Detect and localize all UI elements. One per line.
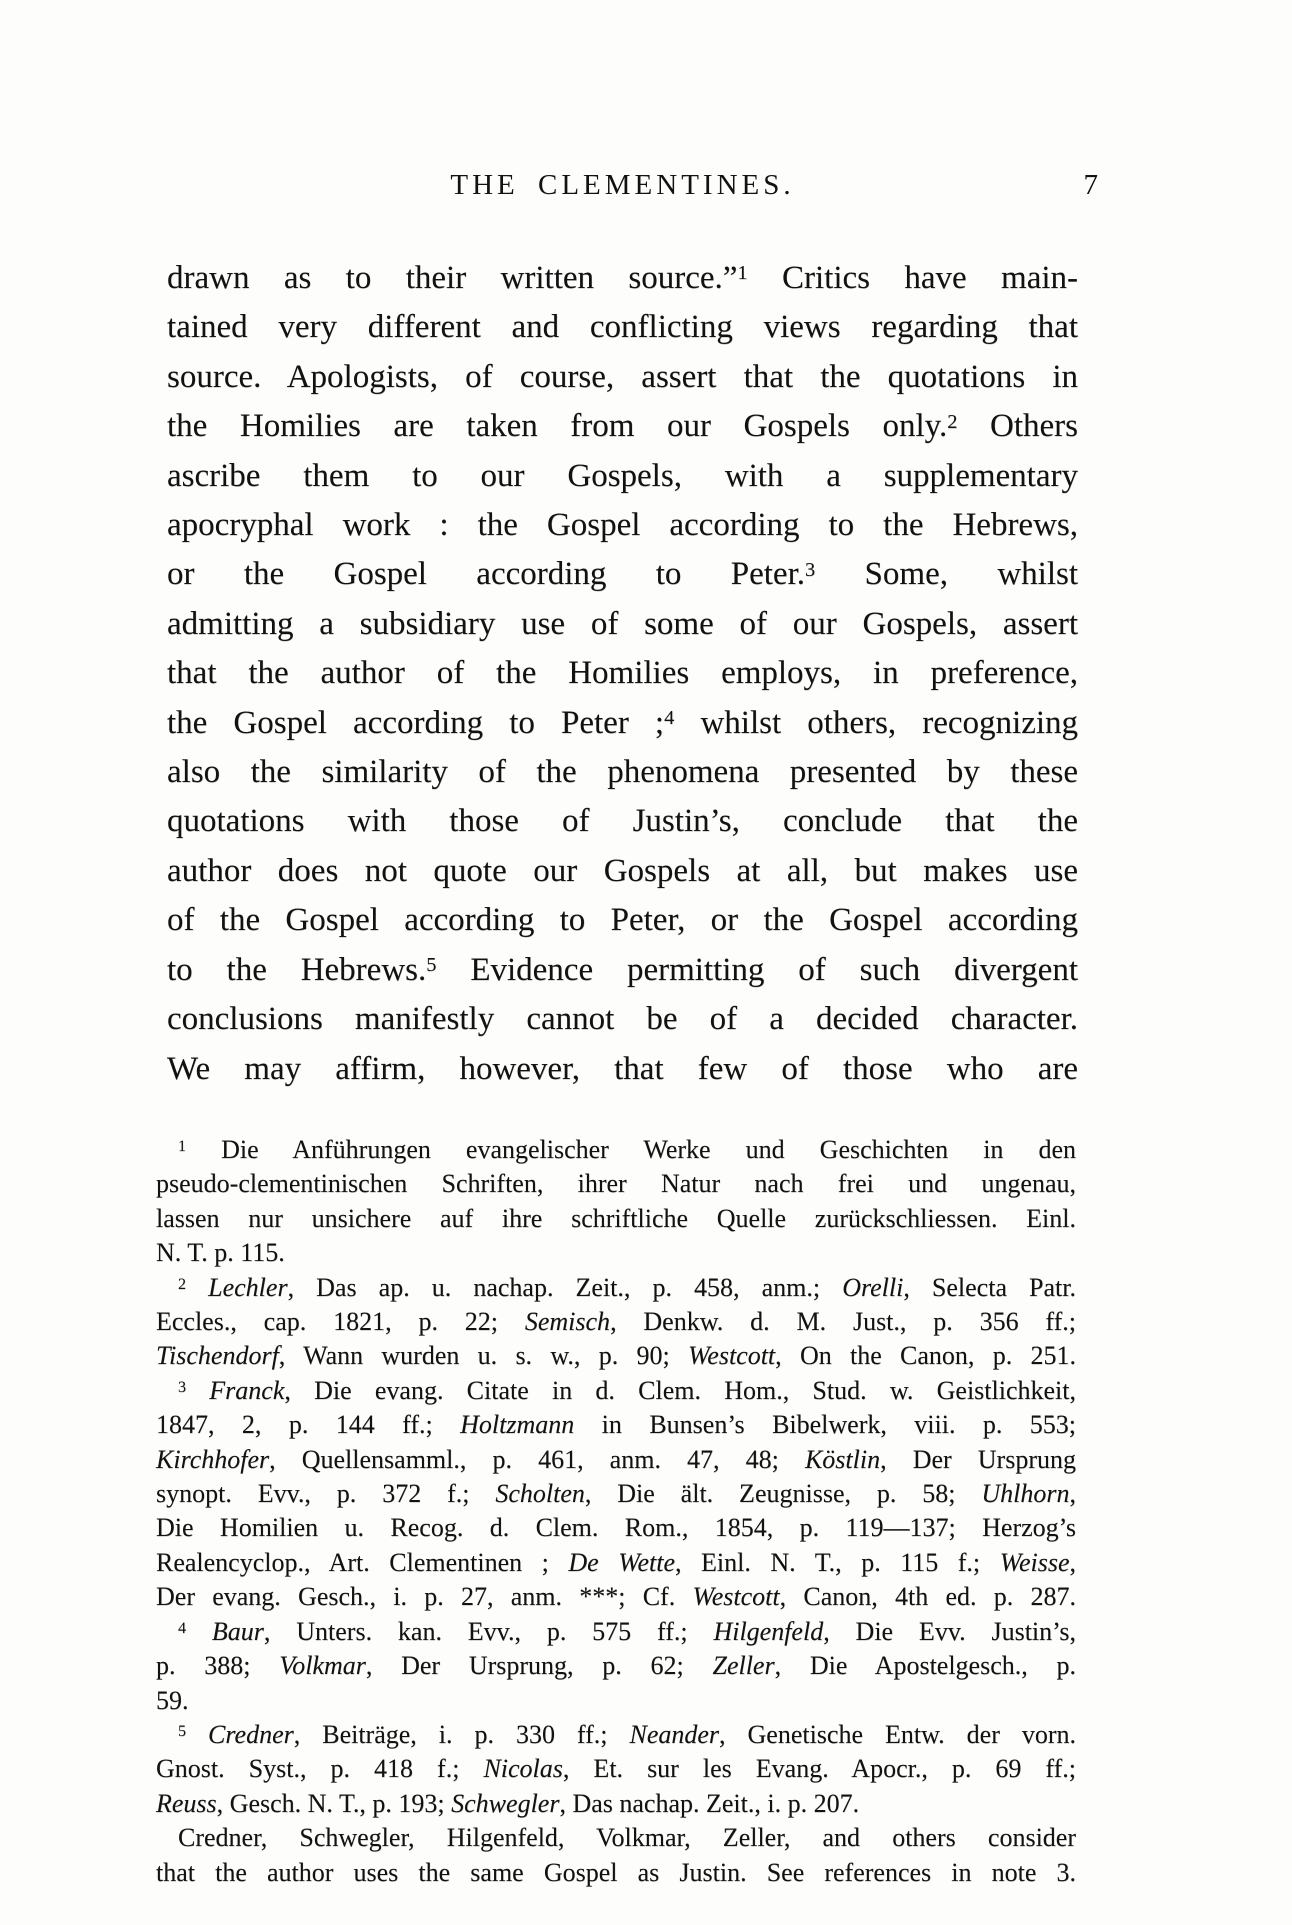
text-run: , On the Canon, p. 251. [775, 1341, 1077, 1371]
text-line [167, 847, 1078, 896]
cited-author: Nicolas [483, 1754, 563, 1784]
footnote-marker: 3 [805, 558, 816, 581]
main-text-paragraph [167, 254, 1078, 1094]
text-run: , Die evang. Citate in d. Clem. Hom., Stud. w. Geistlichkeit, [284, 1375, 1077, 1405]
text-run: the Homilies are taken from our Gospels only. [167, 408, 948, 445]
text-line [156, 1443, 1076, 1477]
text-run: or the Gospel according to Peter. [167, 556, 805, 593]
cited-author: Köstlin [804, 1444, 881, 1474]
footnote-marker: 4 [178, 1619, 187, 1637]
text-run: quotations with those of Justin’s, conclude that the [167, 803, 1078, 840]
cited-author: Schwegler [451, 1788, 560, 1818]
footnotes-section [156, 1133, 1076, 1890]
text-line [156, 1408, 1076, 1442]
text-run: p. 388; [156, 1651, 280, 1681]
footnote-3 [156, 1374, 1076, 1615]
text-line [167, 353, 1078, 402]
text-line [167, 946, 1078, 995]
text-line [167, 501, 1078, 550]
footnote-marker: 3 [178, 1379, 187, 1397]
cited-author: Kirchhofer [156, 1444, 270, 1474]
text-run: synopt. Evv., p. 372 f.; [156, 1479, 496, 1509]
text-run: , Der Ursprung [880, 1444, 1076, 1474]
text-line [167, 797, 1078, 846]
footnote-4 [156, 1615, 1076, 1718]
text-run: drawn as to their written source.” [167, 260, 738, 296]
text-run: Critics have main- [747, 260, 1078, 296]
footnote-marker: 4 [664, 707, 675, 730]
text-line [167, 748, 1078, 797]
text-run [186, 1617, 212, 1646]
text-line [167, 254, 1078, 303]
text-run: , [1069, 1547, 1076, 1577]
text-line [156, 1167, 1076, 1201]
cited-author: Hilgenfeld [713, 1616, 824, 1646]
text-line [156, 1649, 1076, 1683]
text-line [167, 649, 1078, 698]
cited-author: Westcott [692, 1582, 780, 1612]
text-run: to the Hebrews. [167, 951, 427, 988]
text-line [156, 1339, 1076, 1373]
text-run: that the author of the Homilies employs, in preference, [167, 655, 1078, 692]
text-line [156, 1546, 1076, 1580]
text-run: that the author uses the same Gospel as Justin. See references in note 3. [156, 1857, 1076, 1887]
text-line [156, 1305, 1076, 1339]
text-run [186, 1376, 209, 1405]
cited-author: Holtzmann [460, 1410, 575, 1440]
footnote-5 [156, 1718, 1076, 1821]
footnote-postscript [156, 1821, 1076, 1890]
text-line [156, 1271, 1076, 1305]
text-run: , Einl. N. T., p. 115 f.; [675, 1547, 1000, 1577]
text-run: admitting a subsidiary use of some of our Gospels, assert [167, 605, 1078, 642]
text-run: Der evang. Gesch., i. p. 27, anm. ***; Cf. [156, 1582, 693, 1612]
cited-author: Franck [209, 1375, 285, 1405]
text-line [156, 1752, 1076, 1786]
text-run: the Gospel according to Peter ; [167, 704, 665, 741]
cited-author: Tischendorf [156, 1341, 279, 1371]
cited-author: Credner [208, 1719, 294, 1749]
text-line [167, 1045, 1078, 1094]
text-run: Realencyclop., Art. Clementinen ; [156, 1547, 569, 1577]
text-run: Gnost. Syst., p. 418 f.; [156, 1754, 484, 1784]
text-run: , Genetische Entw. der vorn. [719, 1719, 1076, 1749]
footnote-2 [156, 1271, 1076, 1374]
cited-author: Orelli [842, 1272, 904, 1302]
text-line [167, 402, 1078, 451]
text-run: of the Gospel according to Peter, or the Gospel according [167, 902, 1078, 939]
text-line [167, 550, 1078, 599]
text-line [156, 1787, 1076, 1821]
text-line [156, 1615, 1076, 1649]
footnote-marker: 1 [737, 262, 748, 285]
text-run: , Die ält. Zeugnisse, p. 58; [584, 1479, 982, 1509]
text-run: Die Homilien u. Recog. d. Clem. Rom., 1854, p. 119—137; Herzog’s [156, 1513, 1076, 1543]
text-run: , Beiträge, i. p. 330 ff.; [293, 1719, 630, 1749]
text-run: , Das ap. u. nachap. Zeit., p. 458, anm.; [287, 1272, 843, 1302]
text-run: , Et. sur les Evang. Apocr., p. 69 ff.; [562, 1754, 1076, 1784]
text-run: , Die Evv. Justin’s, [823, 1616, 1076, 1646]
text-line [156, 1511, 1076, 1545]
footnote-marker: 2 [947, 410, 958, 433]
text-run: tained very different and conflicting views regarding that [167, 309, 1078, 346]
text-run: whilst others, recognizing [674, 704, 1079, 741]
text-run: author does not quote our Gospels at all, but makes use [167, 852, 1078, 889]
footnote-marker: 5 [178, 1723, 187, 1741]
cited-author: Semisch [524, 1307, 611, 1337]
text-line [156, 1202, 1076, 1236]
text-run [186, 1273, 208, 1302]
text-line [156, 1374, 1076, 1408]
text-run: , Canon, 4th ed. p. 287. [779, 1582, 1076, 1612]
text-run: , Gesch. N. T., p. 193; [216, 1788, 452, 1818]
text-run: , Das nachap. Zeit., i. p. 207. [559, 1788, 860, 1818]
text-line [167, 452, 1078, 501]
cited-author: Scholten [495, 1479, 585, 1509]
text-run: Die Anführungen evangelischer Werke und Geschichten in den [186, 1135, 1076, 1164]
page-number: 7 [1083, 169, 1098, 201]
text-run: 59. [156, 1685, 189, 1715]
text-line [156, 1580, 1076, 1614]
cited-author: Reuss [156, 1788, 217, 1818]
text-run: also the similarity of the phenomena presented by these [167, 754, 1078, 791]
text-run: Some, whilst [815, 556, 1078, 593]
text-run: , Denkw. d. M. Just., p. 356 ff.; [610, 1307, 1076, 1337]
text-line [156, 1236, 1076, 1270]
cited-author: Baur [211, 1616, 264, 1646]
text-run: , Die Apostelgesch., p. [774, 1651, 1076, 1681]
text-line [167, 303, 1078, 352]
text-run: We may affirm, however, that few of those who are [167, 1050, 1078, 1087]
text-line [156, 1133, 1076, 1167]
text-run: Evidence permitting of such divergent [436, 951, 1079, 988]
footnote-1 [156, 1133, 1076, 1271]
footnote-marker: 1 [178, 1138, 187, 1156]
text-run: lassen nur unsichere auf ihre schriftliche Quelle zurückschliessen. Einl. [156, 1203, 1076, 1233]
text-run: apocryphal work : the Gospel according to the Hebrews, [167, 507, 1078, 544]
text-run: , Wann wurden u. s. w., p. 90; [278, 1341, 689, 1371]
text-line [156, 1477, 1076, 1511]
page-header [167, 168, 1098, 202]
text-line [167, 896, 1078, 945]
text-run: pseudo-clementinischen Schriften, ihrer Natur nach frei und ungenau, [156, 1169, 1076, 1199]
text-run: Credner, Schwegler, Hilgenfeld, Volkmar, Zeller, and others consider [178, 1823, 1076, 1853]
text-run: ascribe them to our Gospels, with a supplementary [167, 457, 1078, 494]
cited-author: Westcott [688, 1341, 776, 1371]
cited-author: De Wette [568, 1547, 676, 1577]
footnote-marker: 2 [178, 1275, 187, 1293]
text-run [186, 1720, 208, 1749]
text-line [167, 995, 1078, 1044]
running-head-title: THE CLEMENTINES. [450, 169, 795, 201]
text-run: Eccles., cap. 1821, p. 22; [156, 1307, 525, 1337]
cited-author: Weisse [999, 1547, 1070, 1577]
cited-author: Uhlhorn [981, 1479, 1070, 1509]
text-line [156, 1718, 1076, 1752]
text-run: , Selecta Patr. [903, 1272, 1077, 1302]
text-line [167, 699, 1078, 748]
text-run: conclusions manifestly cannot be of a decided character. [167, 1001, 1078, 1038]
text-run: Others [957, 408, 1078, 445]
text-run: , Quellensamml., p. 461, anm. 47, 48; [269, 1444, 805, 1474]
text-run: , Der Ursprung, p. 62; [365, 1651, 713, 1681]
footnote-marker: 5 [426, 954, 437, 977]
text-run: source. Apologists, of course, assert that the quotations in [167, 358, 1078, 395]
text-line [167, 600, 1078, 649]
text-run: in Bunsen’s Bibelwerk, viii. p. 553; [574, 1410, 1077, 1440]
cited-author: Zeller [712, 1651, 775, 1681]
text-run: 1847, 2, p. 144 ff.; [156, 1410, 461, 1440]
text-run: , [1069, 1479, 1076, 1509]
text-run: N. T. p. 115. [156, 1238, 285, 1268]
cited-author: Lechler [208, 1272, 288, 1302]
text-line [156, 1856, 1076, 1890]
text-run: , Unters. kan. Evv., p. 575 ff.; [263, 1616, 714, 1646]
cited-author: Volkmar [279, 1651, 366, 1681]
text-line [156, 1821, 1076, 1855]
text-line [156, 1684, 1076, 1718]
cited-author: Neander [629, 1719, 720, 1749]
